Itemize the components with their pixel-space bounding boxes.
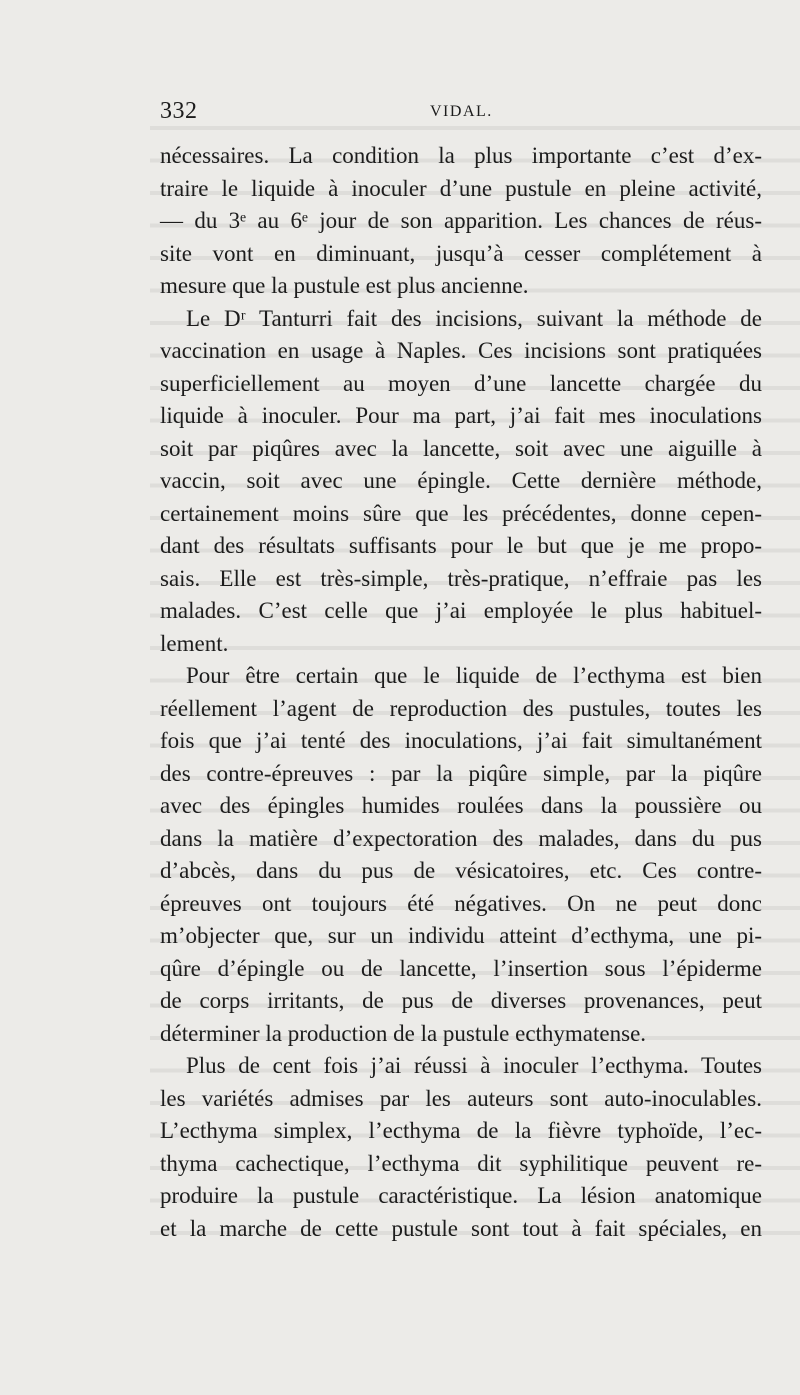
text-line: soit par piqûres avec la lancette, soit avec une aiguille à (160, 435, 762, 461)
page-number: 332 (160, 98, 198, 124)
text-line: vaccin, soit avec une épingle. Cette dernière méthode, (160, 468, 762, 493)
text-line: sais. Elle est très-simple, très-pratique, n’effraie pas les (160, 565, 762, 591)
text-line: malades. C’est celle que j’ai employée le plus habituel- (160, 598, 762, 623)
text-line: site vont en diminuant, jusqu’à cesser complétement à (160, 240, 762, 266)
text-line: qûre d’épingle ou de lancette, l’insertion sous l’épiderme (160, 955, 762, 981)
text-line: produire la pustule caractéristique. La lésion anatomique (160, 1183, 762, 1208)
running-head: VIDAL. (430, 103, 493, 120)
text-line: et la marche de cette pustule sont tout à fait spéciales, en (160, 1215, 762, 1241)
text-line: certainement moins sûre que les précédentes, donne cepen- (160, 500, 762, 526)
text-line: des contre-épreuves : par la piqûre simple, par la piqûre (160, 760, 762, 786)
text-line: avec des épingles humides roulées dans la poussière ou (160, 793, 762, 818)
text-line: de corps irritants, de pus de diverses provenances, peut (160, 988, 762, 1013)
text-line: dans la matière d’expectoration des malades, dans du pus (160, 825, 762, 851)
text-line: L’ecthyma simplex, l’ecthyma de la fièvre typhoïde, l’ec- (160, 1118, 762, 1143)
text-line: déterminer la production de la pustule ecthymatense. (160, 1020, 647, 1046)
text-line: — du 3ᵉ au 6ᵉ jour de son apparition. Les chances de réus- (160, 208, 762, 233)
text-line: traire le liquide à inoculer d’une pustule en pleine activité, (160, 175, 762, 201)
text-line: dant des résultats suffisants pour le but que je me propo- (160, 533, 762, 558)
text-line: épreuves ont toujours été négatives. On ne peut donc (160, 890, 762, 916)
text-line: thyma cachectique, l’ecthyma dit syphilitique peuvent re- (160, 1150, 762, 1176)
page-header (160, 98, 760, 132)
text-line: superficiellement au moyen d’une lancette chargée du (160, 370, 762, 396)
text-line: Pour être certain que le liquide de l’ecthyma est bien (186, 663, 762, 688)
text-line: les variétés admises par les auteurs sont auto-inoculables. (160, 1085, 762, 1111)
body-text (160, 140, 762, 1245)
text-line: fois que j’ai tenté des inoculations, j’ai fait simultanément (160, 728, 762, 753)
text-line: réellement l’agent de reproduction des pustules, toutes les (160, 695, 762, 721)
text-line: lement. (160, 630, 229, 656)
text-line: d’abcès, dans du pus de vésicatoires, etc. Ces contre- (160, 858, 762, 883)
text-line: mesure que la pustule est plus ancienne. (160, 273, 529, 298)
text-line: Le Dʳ Tanturri fait des incisions, suivant la méthode de (186, 305, 762, 331)
text-line: m’objecter que, sur un individu atteint d’ecthyma, une pi- (160, 923, 762, 948)
text-line: nécessaires. La condition la plus importante c’est d’ex- (160, 143, 762, 168)
text-line: liquide à inoculer. Pour ma part, j’ai fait mes inoculations (160, 403, 762, 428)
text-line: vaccination en usage à Naples. Ces incisions sont pratiquées (160, 338, 762, 363)
text-line: Plus de cent fois j’ai réussi à inoculer l’ecthyma. Toutes (186, 1053, 762, 1078)
